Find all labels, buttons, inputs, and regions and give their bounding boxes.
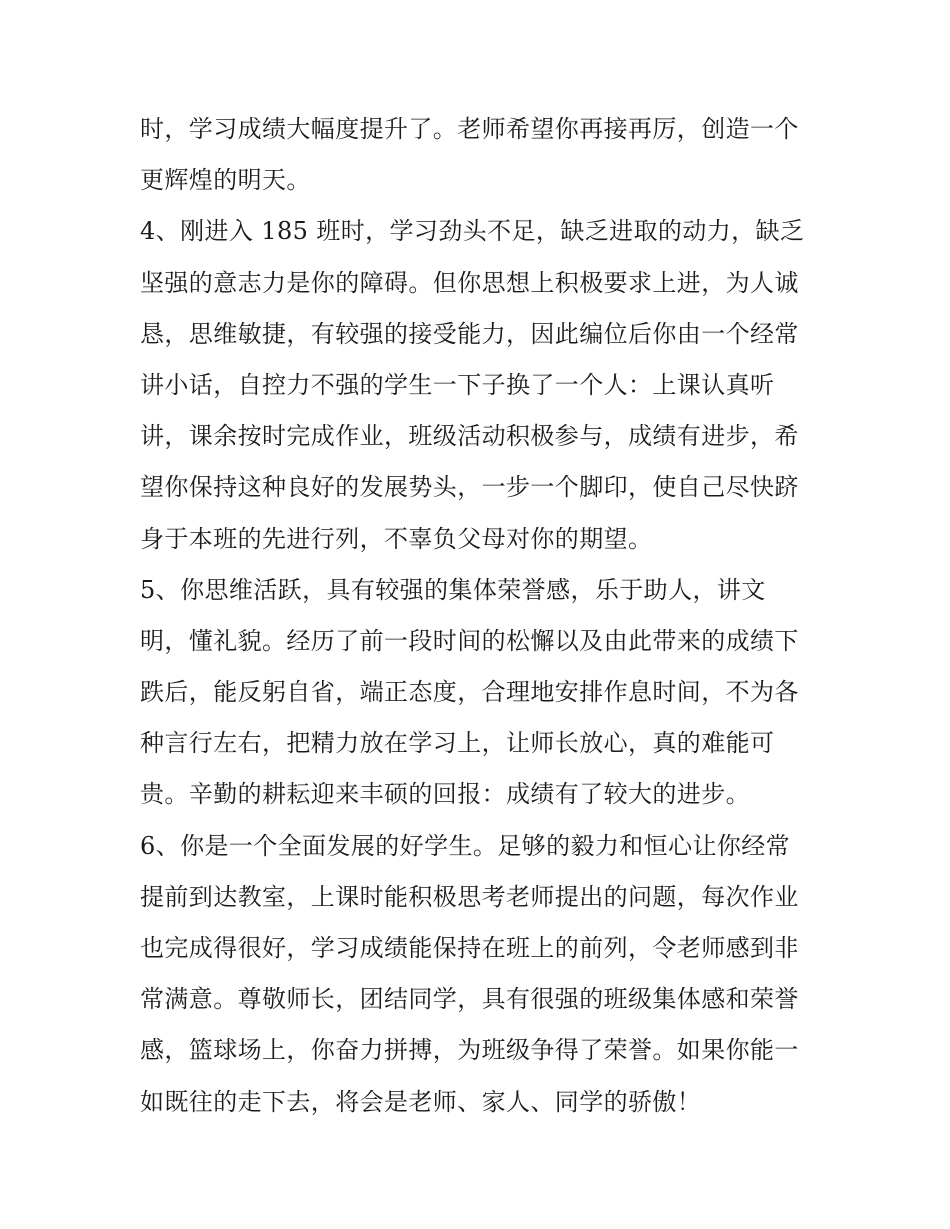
text-line: 感，篮球场上，你奋力拼搏，为班级争得了荣誉。如果你能一 (140, 1036, 799, 1065)
text-line: 6、你是一个全面发展的好学生。足够的毅力和恒心让你经常 (140, 831, 791, 860)
text-line: 4、刚进入 185 班时，学习劲头不足，缺乏进取的动力，缺乏 (140, 217, 805, 246)
text-line: 身于本班的先进行列，不辜负父母对你的期望。 (140, 524, 653, 553)
text-line: 种言行左右，把精力放在学习上，让师长放心，真的难能可 (140, 729, 775, 758)
text-line: 坚强的意志力是你的障碍。但你思想上积极要求上进，为人诚 (140, 268, 799, 297)
text-line: 跌后，能反躬自省，端正态度，合理地安排作息时间，不为各 (140, 678, 799, 707)
text-line: 5、你思维活跃，具有较强的集体荣誉感，乐于助人，讲文 (140, 575, 766, 604)
text-line: 也完成得很好，学习成绩能保持在班上的前列，令老师感到非 (140, 934, 799, 962)
text-line: 恳，思维敏捷，有较强的接受能力，因此编位后你由一个经常 (140, 319, 799, 348)
document-body (140, 104, 820, 1128)
text-line: 讲，课余按时完成作业，班级活动积极参与，成绩有进步，希 (140, 422, 799, 451)
text-line: 望你保持这种良好的发展势头，一步一个脚印，使自己尽快跻 (140, 473, 799, 502)
text-line: 提前到达教室，上课时能积极思考老师提出的问题，每次作业 (140, 882, 799, 911)
text-line: 常满意。尊敬师长，团结同学，具有很强的班级集体感和荣誉 (140, 985, 799, 1014)
text-line: 讲小话，自控力不强的学生一下子换了一个人：上课认真听 (140, 370, 775, 399)
text-line: 明，懂礼貌。经历了前一段时间的松懈以及由此带来的成绩下 (140, 626, 799, 655)
text-line: 贵。辛勤的耕耘迎来丰硕的回报：成绩有了较大的进步。 (140, 780, 750, 809)
text-line: 时，学习成绩大幅度提升了。老师希望你再接再厉，创造一个 (140, 115, 799, 143)
text-line: 更辉煌的明天。 (140, 166, 311, 195)
text-line: 如既往的走下去，将会是老师、家人、同学的骄傲！ (140, 1087, 702, 1116)
